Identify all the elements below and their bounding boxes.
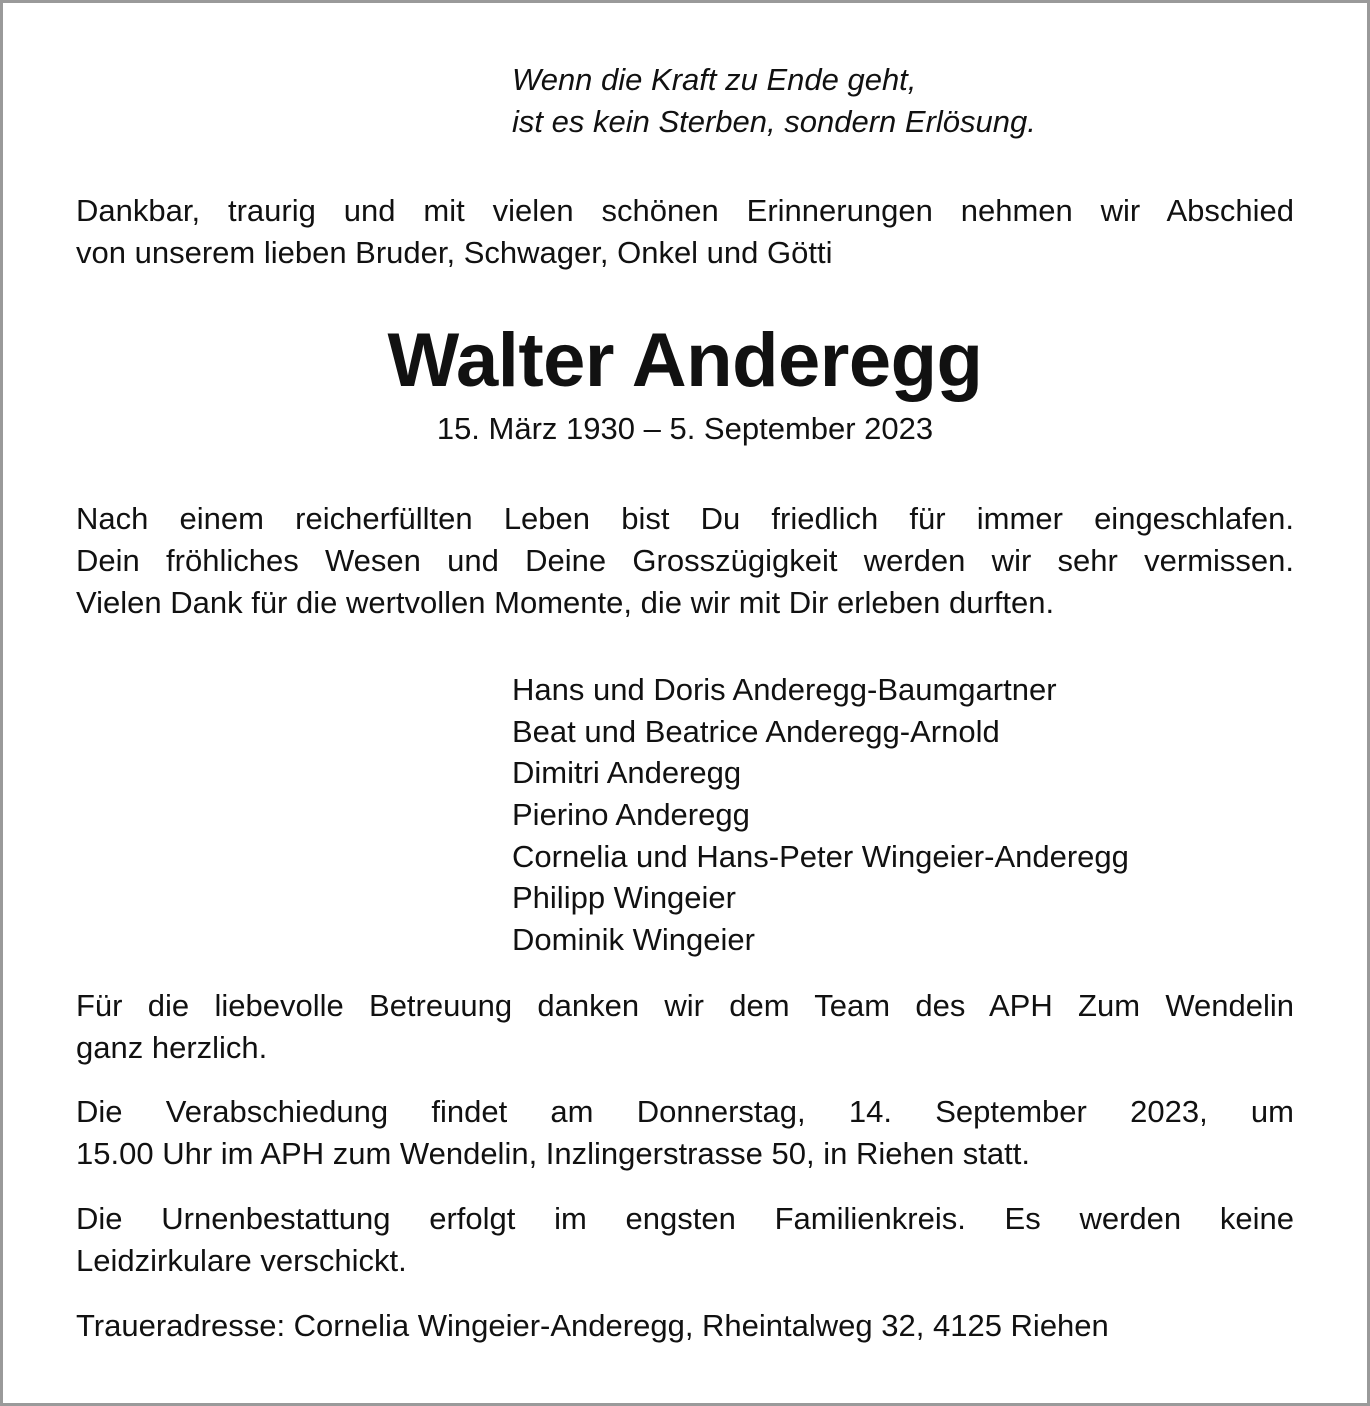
mourning-address: Traueradresse: Cornelia Wingeier-Anderegg, Rheintalweg 32, 4125 Riehen: [76, 1308, 1109, 1343]
care-line: ganz herzlich.: [76, 1030, 268, 1065]
motto-line: ist es kein Sterben, sondern Erlösung.: [512, 104, 1036, 139]
family-list: [512, 669, 1129, 961]
intro-line: Dankbar, traurig und mit vielen schönen Erinnerungen nehmen wir Abschied: [76, 193, 1294, 228]
burial-line: Die Urnenbestattung erfolgt im engsten Familienkreis. Es werden keine: [76, 1201, 1294, 1236]
motto-line: Wenn die Kraft zu Ende geht,: [512, 62, 917, 97]
family-member: Philipp Wingeier: [512, 880, 736, 916]
farewell-line: 15.00 Uhr im APH zum Wendelin, Inzlingerstrasse 50, in Riehen statt.: [76, 1136, 1030, 1171]
intro-paragraph: [76, 190, 1294, 274]
farewell-paragraph: [76, 1091, 1294, 1175]
motto-verse: [512, 59, 1036, 143]
family-member: Dominik Wingeier: [512, 922, 755, 958]
family-member: Hans und Doris Anderegg-Baumgartner: [512, 672, 1057, 707]
intro-line: von unserem lieben Bruder, Schwager, Onkel und Götti: [76, 235, 833, 270]
tribute-line: Vielen Dank für die wertvollen Momente, die wir mit Dir erleben durften.: [76, 585, 1055, 620]
tribute-paragraph: [76, 498, 1294, 624]
deceased-name: Walter Anderegg: [387, 318, 983, 403]
family-member: Cornelia und Hans-Peter Wingeier-Anderegg: [512, 838, 1129, 874]
family-member: Beat und Beatrice Anderegg-Arnold: [512, 713, 1000, 749]
burial-line: Leidzirkulare verschickt.: [76, 1243, 407, 1278]
family-member: Dimitri Anderegg: [512, 755, 742, 791]
tribute-line: Dein fröhliches Wesen und Deine Grosszügigkeit werden wir sehr vermissen.: [76, 543, 1294, 578]
care-thanks-paragraph: [76, 985, 1294, 1069]
care-line: Für die liebevolle Betreuung danken wir dem Team des APH Zum Wendelin: [76, 988, 1294, 1023]
burial-paragraph: [76, 1198, 1294, 1282]
family-member: Pierino Anderegg: [512, 797, 750, 833]
farewell-line: Die Verabschiedung findet am Donnerstag, 14. September 2023, um: [76, 1094, 1294, 1129]
tribute-line: Nach einem reicherfüllten Leben bist Du friedlich für immer eingeschlafen.: [76, 501, 1294, 536]
life-dates: 15. März 1930 – 5. September 2023: [436, 411, 934, 446]
